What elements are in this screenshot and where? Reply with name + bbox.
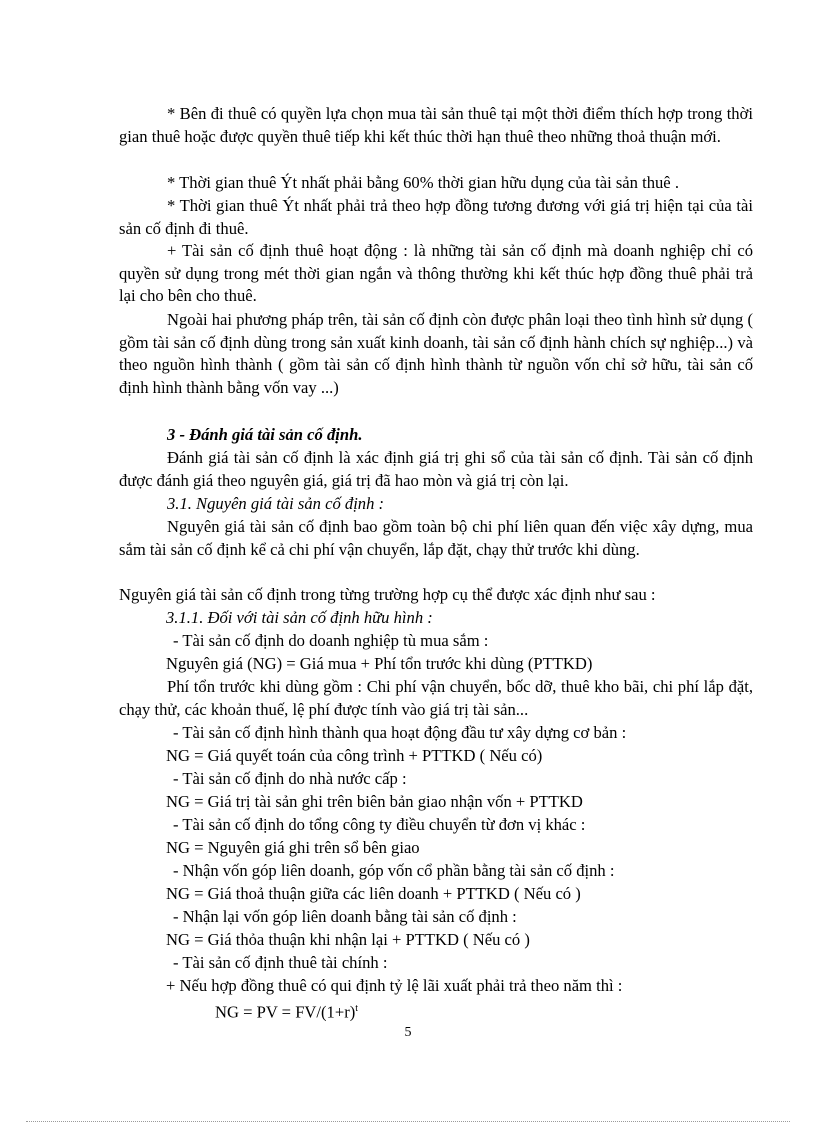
- footer-divider: [26, 1121, 790, 1122]
- formula-construction: NG = Giá quyết toán của công trình + PTTKD ( Nếu có): [166, 746, 543, 765]
- cases-intro: Nguyên giá tài sản cố định trong từng trường hợp cụ thể được xác định như sau :: [119, 585, 656, 604]
- case-finance-lease: - Tài sản cố định thuê tài chính :: [173, 953, 388, 972]
- original-cost-definition: Nguyên giá tài sản cố định bao gồm toàn bộ chi phí liên quan đến việc xây dựng, mua sắm tài sản cố định kể cả chi phí vận chuyển, lắp đặt, chạy thử trước khi dùng.: [119, 517, 753, 559]
- formula-joint-venture: NG = Giá thoả thuận giữa các liên doanh + PTTKD ( Nếu có ): [166, 884, 581, 903]
- case-self-purchase: - Tài sản cố định do doanh nghiệp tù mua sắm :: [173, 631, 489, 650]
- subheading-original-cost: 3.1. Nguyên giá tài sản cố định :: [167, 494, 385, 513]
- section-heading: 3 - Đánh giá tài sản cố định.: [167, 425, 363, 444]
- paragraph-other-classification: Ngoài hai phương pháp trên, tài sản cố định còn được phân loại theo tình hình sử dụng ( gồm tài sản cố định dùng trong sản xuất kinh doanh, tài sản cố định hành chích sự nghiệp...) và theo nguồn hình thành ( gồm tài sản cố định hình thành từ nguồn vốn chỉ sở hữu, tài sản cố định hình thành bằng vốn vay ...): [119, 310, 753, 397]
- paragraph-lease-value: * Thời gian thuê Ýt nhất phải trả theo hợp đồng tương đương với giá trị hiện tại của tài sản cố định đi thuê.: [119, 196, 753, 238]
- formula-present-value: [215, 998, 358, 1024]
- paragraph-purchase-option: * Bên đi thuê có quyền lựa chọn mua tài sản thuê tại một thời điểm thích hợp trong thời gian thuê hoặc được quyền thuê tiếp khi kết thúc thời hạn thuê theo những thoả thuận mới.: [119, 104, 753, 146]
- subheading-tangible-assets: 3.1.1. Đối với tài sản cố định hữu hình :: [166, 608, 433, 627]
- formula-exponent: t: [355, 1003, 359, 1014]
- section-intro: Đánh giá tài sản cố định là xác định giá trị ghi sổ của tài sản cố định. Tài sản cố định được đánh giá theo nguyên giá, giá trị đã hao mòn và giá trị còn lại.: [119, 448, 753, 490]
- case-capital-return: - Nhận lại vốn góp liên doanh bằng tài sản cố định :: [173, 907, 517, 926]
- formula-purchase: Nguyên giá (NG) = Giá mua + Phí tổn trước khi dùng (PTTKD): [166, 654, 593, 673]
- paragraph-lease-term: * Thời gian thuê Ýt nhất phải bằng 60% thời gian hữu dụng của tài sản thuê .: [167, 173, 679, 192]
- case-finance-lease-interest: + Nếu hợp đồng thuê có qui định tỷ lệ lãi xuất phải trả theo năm thì :: [166, 976, 623, 995]
- formula-corporation-transfer: NG = Nguyên giá ghi trên sổ bên giao: [166, 838, 420, 857]
- pre-cost-paragraph: Phí tổn trước khi dùng gồm : Chi phí vận chuyển, bốc dỡ, thuê kho bãi, chi phí lắp đặt, chạy thử, các khoản thuế, lệ phí được tính vào giá trị tài sản...: [119, 677, 753, 719]
- paragraph-operating-lease: + Tài sản cố định thuê hoạt động : là những tài sản cố định mà doanh nghiệp chỉ có quyền sử dụng trong mét thời gian ngắn và thông thường khi kết thúc hợp đồng thuê phải trả lại cho bên cho thuê.: [119, 241, 753, 305]
- case-state-granted: - Tài sản cố định do nhà nước cấp :: [173, 769, 407, 788]
- case-construction: - Tài sản cố định hình thành qua hoạt động đầu tư xây dựng cơ bản :: [173, 723, 627, 742]
- formula-state-granted: NG = Giá trị tài sản ghi trên biên bản giao nhận vốn + PTTKD: [166, 792, 583, 811]
- case-joint-venture-contribution: - Nhận vốn góp liên doanh, góp vốn cổ phần bằng tài sản cố định :: [173, 861, 615, 880]
- formula-capital-return: NG = Giá thỏa thuận khi nhận lại + PTTKD ( Nếu có ): [166, 930, 530, 949]
- case-corporation-transfer: - Tài sản cố định do tổng công ty điều chuyển từ đơn vị khác :: [173, 815, 586, 834]
- formula-present-value-base: NG = PV = FV/(1+r): [215, 1002, 356, 1022]
- page-number: 5: [404, 1025, 412, 1040]
